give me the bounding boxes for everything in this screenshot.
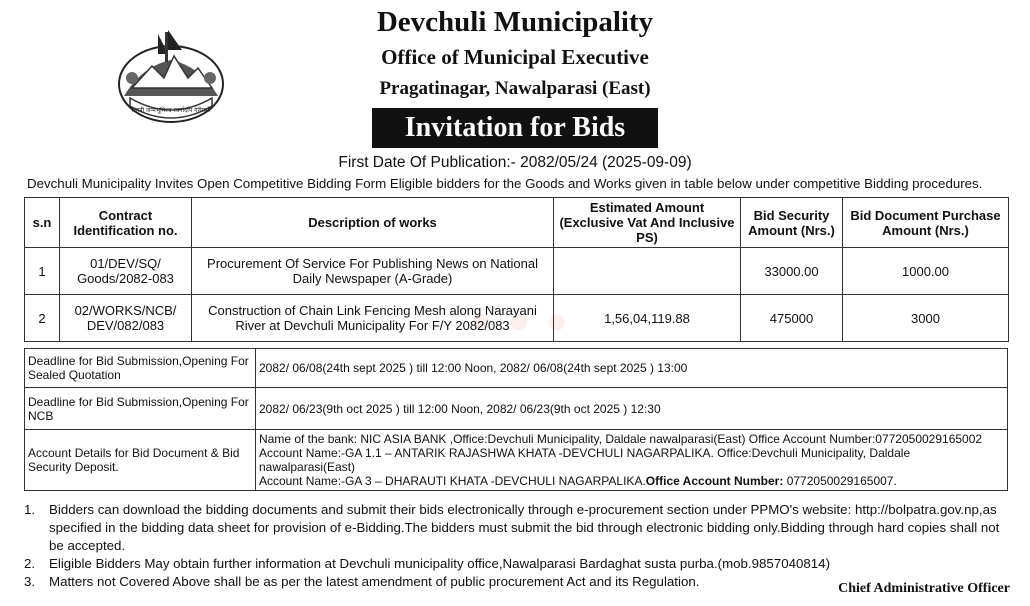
municipality-name: Devchuli Municipality [376, 6, 654, 38]
signoff: Chief Administrative Officer [838, 581, 1010, 596]
note-number: 1. [24, 502, 36, 517]
column-header: s.n [25, 198, 60, 248]
watermark: ● ● ● [470, 300, 570, 342]
table-cell: 01/DEV/SQ/ Goods/2082-083 [60, 248, 192, 295]
notes-list [24, 501, 1012, 591]
table-row [25, 430, 1008, 491]
list-item [24, 555, 1012, 573]
account-details [256, 430, 1008, 491]
table-row [25, 295, 1009, 342]
note-text: Matters not Covered Above shall be as per the latest amendment of public procurement Act and its Regulation. [49, 574, 700, 589]
account-line [259, 474, 1004, 488]
table-row [25, 349, 1008, 388]
column-header: Estimated Amount (Exclusive Vat And Inclusive PS) [554, 198, 741, 248]
emblem-motto: जननी जन्मभूमिश्च स्वर्गादपि गरीयसी [131, 107, 211, 114]
table-cell: 1000.00 [843, 248, 1009, 295]
table-row [25, 248, 1009, 295]
invitation-banner: Invitation for Bids [372, 108, 658, 148]
table-cell: 3000 [843, 295, 1009, 342]
note-text: Eligible Bidders May obtain further information at Devchuli municipality office,Nawalparasi Bardaghat susta purba.(mob.9857040814) [49, 556, 831, 571]
deadline-label: Deadline for Bid Submission,Opening For Sealed Quotation [25, 349, 256, 388]
table-cell: 1,56,04,119.88 [554, 295, 741, 342]
table-cell: 02/WORKS/NCB/ DEV/082/083 [60, 295, 192, 342]
office-address: Pragatinagar, Nawalparasi (East) [379, 78, 651, 99]
column-header: Bid Security Amount (Nrs.) [741, 198, 843, 248]
table-row [25, 388, 1008, 430]
table-cell: 475000 [741, 295, 843, 342]
note-text: Bidders can download the bidding documents and submit their bids electronically through e-procurement section under PPMO's website: http://bolpatra.gov.np,as specified in the bidding data sheet for provision of e-Bidding.The bidders must submit the bid through electronic bidding only.Bidding through hard copies shall not be accepted. [49, 502, 1000, 553]
deadline-value: 2082/ 06/23(9th oct 2025 ) till 12:00 Noon, 2082/ 06/23(9th oct 2025 ) 12:30 [256, 388, 1008, 430]
note-number: 3. [24, 574, 36, 589]
intro-text: Devchuli Municipality Invites Open Competitive Bidding Form Eligible bidders for the Goods and Works given in table below under competitive Bidding procedures. [27, 176, 983, 191]
deadline-value: 2082/ 06/08(24th sept 2025 ) till 12:00 Noon, 2082/ 06/08(24th sept 2025 ) 13:00 [256, 349, 1008, 388]
account-line-text: Account Name:-GA 3 – DHARAUTI KHATA -DEVCHULI NAGARPALIKA. [259, 474, 646, 488]
list-item [24, 501, 1012, 555]
table-header-row [25, 198, 1009, 248]
column-header: Contract Identification no. [60, 198, 192, 248]
publication-date: First Date Of Publication:- 2082/05/24 (2025-09-09) [338, 154, 692, 171]
account-line: Name of the bank: NIC ASIA BANK ,Office:Devchuli Municipality, Daldale nawalparasi(East) Office Account Number:0772050029165002 [259, 432, 983, 446]
account-label: Account Details for Bid Document & Bid Security Deposit. [25, 430, 256, 491]
column-header: Bid Document Purchase Amount (Nrs.) [843, 198, 1009, 248]
table-cell: 1 [25, 248, 60, 295]
table-cell: 33000.00 [741, 248, 843, 295]
deadlines-table [24, 348, 1008, 491]
office-name: Office of Municipal Executive [381, 45, 649, 69]
note-number: 2. [24, 556, 36, 571]
account-number-label: Office Account Number: [645, 474, 784, 488]
table-cell: 2 [25, 295, 60, 342]
column-header: Description of works [192, 198, 554, 248]
bids-table [24, 197, 1009, 342]
deadline-label: Deadline for Bid Submission,Opening For NCB [25, 388, 256, 430]
table-cell: Procurement Of Service For Publishing News on National Daily Newspaper (A-Grade) [192, 248, 554, 295]
table-cell: Construction of Chain Link Fencing Mesh along Narayani River at Devchuli Municipality For F/Y 2082/083 [192, 295, 554, 342]
account-number: 0772050029165007. [783, 474, 897, 488]
account-line: Account Name:-GA 1.1 – ANTARIK RAJASHWA KHATA -DEVCHULI NAGARPALIKA. Office:Devchuli Municipality, Daldale nawalparasi(East) [259, 446, 911, 474]
table-cell [554, 248, 741, 295]
